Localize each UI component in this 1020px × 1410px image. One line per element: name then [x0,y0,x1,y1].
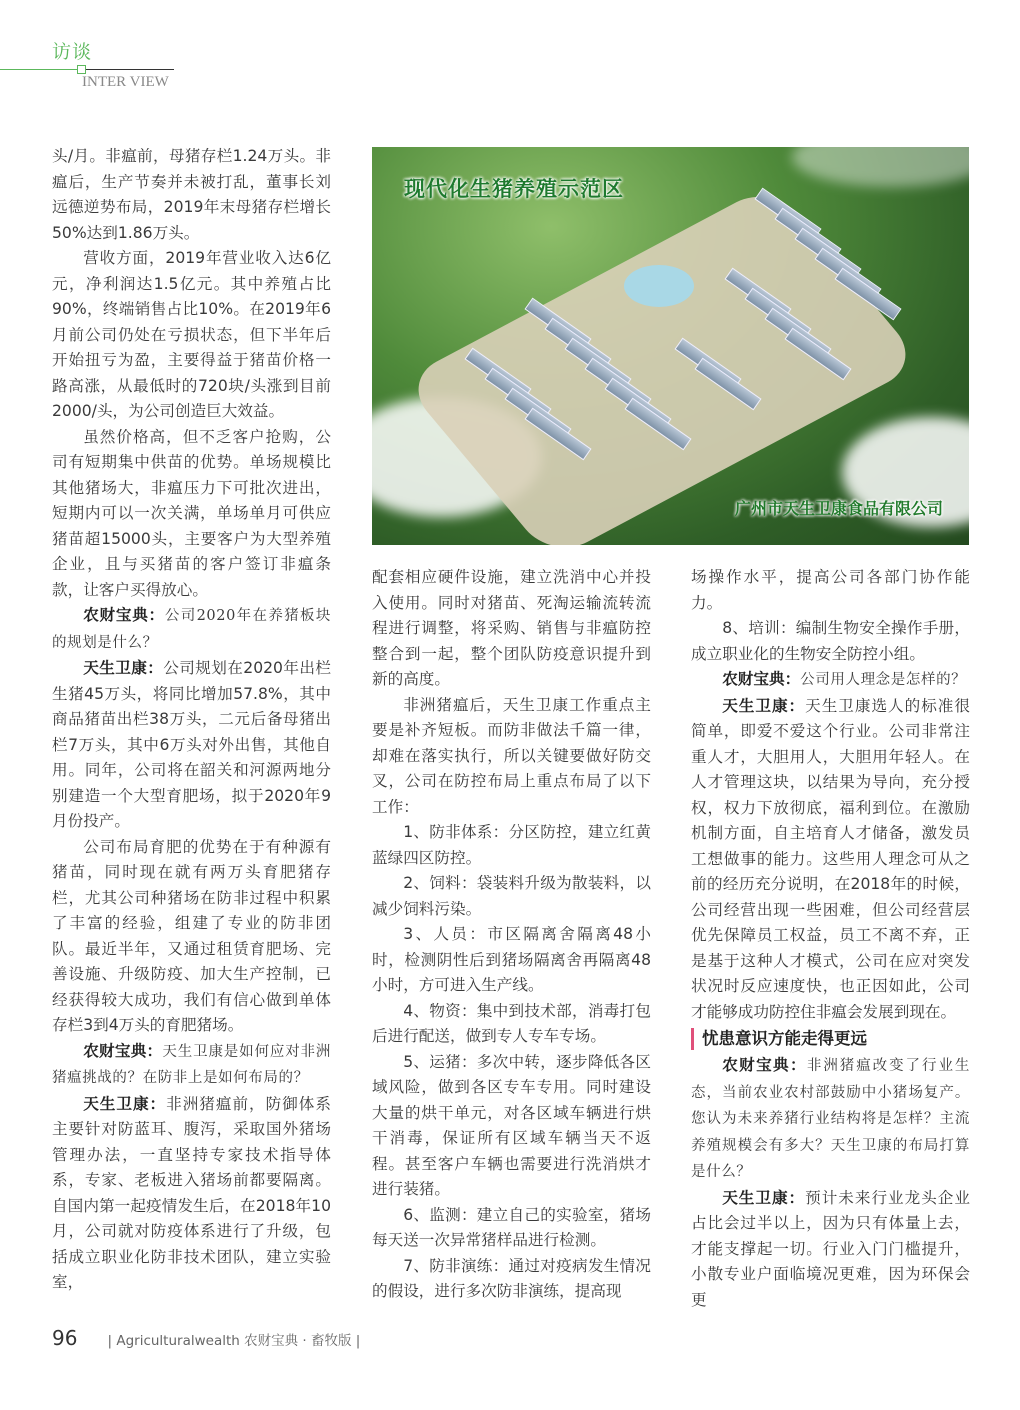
paragraph [372,1050,651,1203]
paragraph [691,616,970,667]
header-divider [82,69,174,70]
paragraph-text: 6、监测：建立自己的实验室，猪场每天送一次异常猪样品进行检测。 [372,1205,651,1249]
paragraph-text: 非洲猪瘟后，天生卫康工作重点主要是补齐短板。而防非做法千篇一律，却难在落实执行，所以关键要做好防交叉，公司在防控布局上重点布局了以下工作： [372,695,651,816]
paragraph-text: 7、防非演练：通过对疫病发生情况的假设，进行多次防非演练，提高现 [372,1256,651,1300]
paragraph-text: 头/月。非瘟前，母猪存栏1.24万头。非瘟后，生产节奏并未被打乱，董事长刘远德逆势布局，2019年末母猪存栏增长50%达到1.86万头。 [52,147,331,242]
header-divider [0,69,82,70]
paragraph-text: 天生卫康选人的标准很简单，即爱不爱这个行业。公司非常注重人才，大胆用人，大胆用年轻人。在人才管理这块，以结果为导向，充分授权，权力下放彻底，福利到位。在激励机制方面，自主培育人才储备，激发员工想做事的能力。这些用人理念可从之前的经历充分说明，在2018年的时候，公司经营出现一些困难，但公司经营层优先保障员工权益，员工不离不弃，正是基于这种人才模式，公司在应对突发状况时反应速度快，也正因如此，公司才能够成功防控住非瘟会发展到现在。 [691,696,970,1021]
paragraph [372,565,651,693]
photo-title: 现代化生猪养殖示范区 [404,177,624,201]
speaker-label: 农财宝典： [722,1056,807,1074]
paragraph [52,144,331,246]
article-column-2 [372,565,651,1305]
interview-answer [691,1186,970,1314]
paragraph [372,693,651,821]
paragraph-text: 预计未来行业龙头企业占比会过半以上，因为只有体量上去，才能支撑起一切。行业入门门槛提升，小散专业户面临境况更难，因为环保会更 [691,1188,970,1309]
paragraph [372,1254,651,1305]
paragraph-text: 3、人员：市区隔离舍隔离48小时，检测阴性后到猪场隔离舍再隔离48小时，方可进入生产线。 [372,925,651,994]
paragraph-text: 5、运猪：多次中转，逐步降低各区域风险，做到各区专车专用。同时建设大量的烘干单元，对各区域车辆进行烘干消毒，保证所有区域车辆当天不返程。甚至客户车辆也需要进行洗消烘才进行装猪。 [372,1052,651,1198]
speaker-label: 天生卫康： [722,1188,806,1207]
paragraph-text: 公司布局育肥的优势在于有种源有猪苗，同时现在就有两万头育肥猪存栏，尤其公司种猪场在防非过程中积累了丰富的经验，组建了专业的防非团队。最近半年，又通过租赁育肥场、完善设施、升级防疫、加大生产控制，已经获得较大成功，我们有信心做到单体存栏3到4万头的育肥猪场。 [52,837,331,1034]
section-heading: 忧患意识方能走得更远 [691,1028,970,1050]
paragraph-text: 天生卫康是如何应对非洲猪瘟挑战的？在防非上是如何布局的？ [52,1043,331,1086]
paragraph-text: 场操作水平，提高公司各部门协作能力。 [691,568,970,612]
paragraph [52,425,331,604]
paragraph-text: 1、防非体系：分区防控，建立红黄蓝绿四区防控。 [372,823,651,867]
speaker-label: 天生卫康： [83,659,164,677]
interview-answer [691,694,970,1026]
paragraph-text: 公司2020年在养猪板块的规划是什么？ [52,608,331,651]
paragraph-text: 非洲猪瘟改变了行业生态，当前农业农村部鼓励中小猪场复产。您认为未来养猪行业结构将是怎样？主流养殖规模会有多大？天生卫康的布局打算是什么？ [691,1058,970,1180]
interview-answer [52,1092,331,1296]
photo-company-caption: 广州市天生卫康食品有限公司 [734,499,943,518]
paragraph [691,565,970,616]
farm-aerial-photo [372,147,969,545]
paragraph-text: 公司用人理念是怎样的？ [800,672,967,688]
article-column-1 [52,144,331,1296]
paragraph-text: 8、培训：编制生物安全操作手册，成立职业化的生物安全防控小组。 [691,619,970,663]
section-subtitle: INTER VIEW [82,74,169,90]
article-column-3 [691,565,970,1313]
speaker-label: 天生卫康： [83,1094,167,1113]
paragraph-text: 4、物资：集中到技术部，消毒打包后进行配送，做到专人专车专场。 [372,1001,651,1045]
paragraph [372,922,651,999]
interview-question [691,1053,970,1186]
speaker-label: 农财宝典： [83,606,165,624]
paragraph [372,820,651,871]
interview-question [52,603,331,656]
paragraph [372,999,651,1050]
paragraph-text: 营收方面，2019年营业收入达6亿元，净利润达1.5亿元。其中养殖占比90%，终端销售占比10%。在2019年6月前公司仍处在亏损状态，但下半年后开始扭亏为盈，主要得益于猪苗价格一路高涨，从最低时的720块/头涨到目前2000/头，为公司创造巨大效益。 [52,249,331,420]
magazine-name: | Agriculturalwealth 农财宝典 · 畜牧版 | [107,1333,361,1349]
paragraph-text: 非洲猪瘟前，防御体系主要针对防蓝耳、腹泻，采取国外猪场管理办法，一直坚持专家技术指导体系，专家、老板进入猪场前都要隔离。自国内第一起疫情发生后，在2018年10月，公司就对防疫体系进行了升级，包括成立职业化防非技术团队，建立实验室， [52,1094,331,1291]
paragraph-text: 2、饲料：袋装料升级为散装料，以减少饲料污染。 [372,874,651,918]
paragraph-text: 配套相应硬件设施，建立洗消中心并投入使用。同时对猪苗、死淘运输流转流程进行调整，将采购、销售与非瘟防控整合到一起，整个团队防疫意识提升到新的高度。 [372,568,651,688]
paragraph [372,1203,651,1254]
page-number: 96 [52,1326,78,1350]
paragraph [52,246,331,425]
page-footer [52,1326,360,1350]
interview-question [691,667,970,694]
paragraph [52,835,331,1039]
paragraph-text: 虽然价格高，但不乏客户抢购，公司有短期集中供苗的优势。单场规模比其他猪场大，非瘟压力下可批次进出，短期内可以一次关满，单场单月可供应猪苗超15000头，主要客户为大型养殖企业，且与买猪苗的客户签订非瘟条款，让客户买得放心。 [52,427,331,599]
paragraph [372,871,651,922]
speaker-label: 天生卫康： [722,696,806,715]
paragraph-text: 公司规划在2020年出栏生猪45万头，将同比增加57.8%，其中商品猪苗出栏38万头，二元后备母猪出栏7万头，其中6万头对外出售，其他自用。同年，公司将在韶关和河源两地分别建造一个大型育肥场，拟于2020年9月份投产。 [52,659,331,830]
speaker-label: 农财宝典： [83,1041,163,1060]
interview-question [52,1039,331,1092]
interview-answer [52,656,331,835]
speaker-label: 农财宝典： [722,670,801,688]
section-title: 访谈 [52,41,93,63]
